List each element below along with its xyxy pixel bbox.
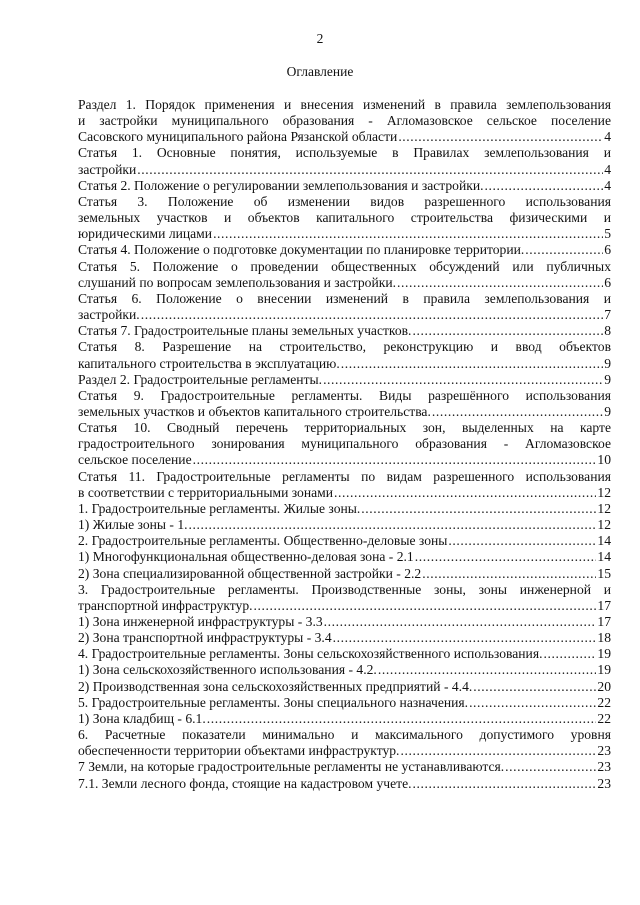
toc-entry-title: 5. Градостроительные регламенты. Зоны специального назначения. [78,694,469,710]
dot-leader [432,404,603,420]
dot-leader [254,598,597,614]
toc-entry[interactable] [78,323,611,339]
dot-leader [378,662,597,678]
toc-entry-page-number: 14 [597,533,611,549]
toc-entry-final-line [78,226,611,242]
toc-entry-page-number: 6 [604,242,611,258]
toc-entry-final-line [78,485,611,501]
toc-entry[interactable] [78,646,611,662]
toc-entry-title: 2) Зона специализированной общественной застройки - 2.2 [78,565,422,581]
toc-entry-final-line [78,549,611,565]
dot-leader [422,566,596,582]
toc-entry-page-number: 17 [597,597,611,613]
toc-entry-title: 2) Зона транспортной инфраструктуры - 3.4 [78,630,332,646]
toc-entry-page-number: 10 [597,452,611,468]
toc-entry[interactable] [78,259,611,291]
toc-entry-final-line [78,452,611,468]
toc-entry-page-number: 4 [604,177,611,193]
toc-entry-text-line: градостроительного зонирования муниципального образования - Агломазовское [78,436,611,452]
dot-leader [400,743,596,759]
toc-entry-final-line [78,501,611,517]
dot-leader [413,776,597,792]
toc-entry-title: обеспеченности территории объектами инфраструктур. [78,743,400,759]
toc-entry-page-number: 19 [597,662,611,678]
toc-entry-text-line: 3. Градостроительные регламенты. Производственные зоны, зоны инженерной и [78,581,611,597]
toc-entry[interactable] [78,630,611,646]
toc-entry-page-number: 9 [604,371,611,387]
toc-entry-page-number: 15 [597,565,611,581]
toc-entry-text-line: Статья 6. Положение о внесении изменений в правила землепользования и [78,290,611,306]
toc-entry-title: 1) Зона кладбищ - 6.1. [78,710,206,726]
toc-entry-text-line: Статья 5. Положение о проведении общественных обсуждений или публичных [78,258,611,274]
toc-entry-title: Статья 2. Положение о регулировании землепользования и застройки. [78,177,484,193]
toc-entry-page-number: 17 [597,614,611,629]
toc-entry[interactable] [78,145,611,177]
toc-entry-page-number: 19 [597,646,611,662]
toc-entry-text-line: Статья 9. Градостроительные регламенты. Виды разрешённого использования [78,387,611,403]
toc-entry[interactable] [78,194,611,242]
toc-entry-page-number: 6 [604,274,611,290]
toc-entry[interactable] [78,614,611,630]
toc-entry[interactable] [78,291,611,323]
toc-entry-final-line [78,129,611,145]
toc-entry-page-number: 8 [604,323,611,339]
toc-entry-final-line [78,679,611,695]
toc-entry-final-line [78,323,611,339]
table-of-contents [78,97,611,792]
toc-entry-page-number: 5 [604,226,611,242]
toc-entry-final-line [78,517,611,533]
toc-entry[interactable] [78,533,611,549]
toc-entry-final-line [78,372,611,388]
dot-leader [193,452,597,468]
toc-entry-text-line: и застройки муниципального образования - Агломазовское сельское поселение [78,113,611,129]
toc-entry-title: Раздел 2. Градостроительные регламенты. [78,371,323,387]
toc-entry-final-line [78,630,611,646]
toc-entry-title: слушаний по вопросам землепользования и застройки. [78,274,396,290]
toc-entry-final-line [78,662,611,678]
dot-leader [333,630,597,646]
toc-entry-title: 1. Градостроительные регламенты. Жилые зоны. [78,500,361,516]
toc-entry[interactable] [78,776,611,792]
toc-entry-final-line [78,307,611,323]
dot-leader [141,307,604,323]
dot-leader [469,695,596,711]
toc-entry-final-line [78,743,611,759]
toc-entry-title: 2. Градостроительные регламенты. Общественно-деловые зоны [78,533,448,549]
toc-entry-final-line [78,776,611,792]
dot-leader [323,372,603,388]
dot-leader [334,485,596,501]
toc-entry-final-line [78,356,611,372]
toc-entry-title: в соответствии с территориальными зонами [78,484,334,500]
toc-entry-page-number: 7 [604,307,611,323]
toc-entry-text-line: Статья 11. Градостроительные регламенты по видам разрешенного использования [78,468,611,484]
toc-entry-final-line [78,242,611,258]
toc-entry-page-number: 23 [597,775,611,791]
dot-leader [412,323,603,339]
toc-entry-title: 1) Зона сельскохозяйственного использования - 4.2. [78,662,377,678]
toc-entry-title: 2) Производственная зона сельскохозяйственных предприятий - 4.4. [78,678,473,694]
dot-leader [137,162,603,178]
toc-entry[interactable] [78,469,611,501]
toc-entry-final-line [78,404,611,420]
toc-entry-page-number: 14 [597,549,611,565]
toc-entry[interactable] [78,727,611,759]
page-number: 2 [316,31,324,46]
dot-leader [361,501,596,517]
toc-entry-title: Статья 4. Положение о подготовке документации по планировке территории. [78,242,525,258]
dot-leader [213,226,603,242]
toc-entry-text-line: Статья 8. Разрешение на строительство, реконструкцию и ввод объектов [78,339,611,355]
toc-entry-page-number: 4 [604,161,611,177]
toc-entry-final-line [78,566,611,582]
dot-leader [505,759,596,775]
toc-entry-title: юридическими лицами [78,226,213,242]
toc-entry[interactable] [78,759,611,775]
toc-entry-final-line [78,598,611,614]
toc-entry[interactable] [78,549,611,565]
toc-entry-final-line [78,275,611,291]
toc-entry-final-line [78,614,611,630]
dot-leader [397,275,603,291]
toc-entry-text-line: Раздел 1. Порядок применения и внесения изменений в правила землепользования [78,97,611,112]
toc-entry-title: Сасовского муниципального района Рязанской области [78,129,398,145]
dot-leader [473,679,596,695]
toc-entry[interactable] [78,178,611,194]
toc-entry[interactable] [78,695,611,711]
toc-entry-final-line [78,759,611,775]
toc-entry-title: застройки [78,161,137,177]
dot-leader [324,614,597,630]
toc-entry-page-number: 20 [597,678,611,694]
toc-entry-page-number: 18 [597,630,611,646]
toc-entry[interactable] [78,679,611,695]
dot-leader [448,533,596,549]
toc-entry-title: 1) Жилые зоны - 1. [78,517,188,533]
toc-entry[interactable] [78,566,611,582]
toc-entry[interactable] [78,242,611,258]
toc-entry-page-number: 22 [597,694,611,710]
toc-entry-title: земельных участков и объектов капитального строительства. [78,403,431,419]
toc-entry-text-line: земельных участков и объектов капитального строительства физическими и [78,210,611,226]
toc-entry-final-line [78,178,611,194]
toc-entry[interactable] [78,372,611,388]
dot-leader [485,178,604,194]
dot-leader [207,711,597,727]
dot-leader [189,517,597,533]
toc-entry-text-line: Статья 3. Положение об изменении видов разрешенного использования [78,193,611,209]
toc-entry[interactable] [78,711,611,727]
toc-entry[interactable] [78,582,611,614]
toc-entry-page-number: 23 [597,759,611,775]
toc-entry-text-line: Статья 1. Основные понятия, используемые в Правилах землепользования и [78,145,611,161]
toc-entry[interactable] [78,662,611,678]
toc-entry-title: 7.1. Земли лесного фонда, стоящие на кадастровом учете. [78,775,412,791]
toc-entry-final-line [78,695,611,711]
toc-entry[interactable] [78,501,611,517]
toc-entry-final-line [78,162,611,178]
toc-entry-final-line [78,646,611,662]
toc-entry[interactable] [78,339,611,371]
toc-entry[interactable] [78,517,611,533]
toc-entry-page-number: 12 [597,500,611,516]
toc-entry-page-number: 12 [597,484,611,500]
toc-entry-page-number: 4 [604,129,611,145]
toc-entry[interactable] [78,420,611,468]
toc-entry-page-number: 9 [604,403,611,419]
toc-entry-page-number: 12 [597,517,611,533]
toc-entry-page-number: 9 [604,355,611,371]
toc-entry-title: капитального строительства в эксплуатацию. [78,355,340,371]
toc-entry-text-line: Статья 10. Сводный перечень территориальных зон, выделенных на карте [78,420,611,436]
dot-leader [415,549,597,565]
toc-entry-final-line [78,711,611,727]
toc-entry-text-line: 6. Расчетные показатели минимально и максимального допустимого уровня [78,727,611,743]
toc-entry-page-number: 22 [597,710,611,726]
toc-entry-title: сельское поселение [78,452,192,468]
toc-entry-title: 1) Многофункциональная общественно-деловая зона - 2.1 [78,549,414,565]
dot-leader [525,242,603,258]
toc-entry-title: 1) Зона инженерной инфраструктуры - 3.3 [78,614,323,629]
toc-entry[interactable] [78,97,611,145]
dot-leader [341,356,603,372]
toc-title: Оглавление [286,64,354,79]
toc-entry-title: 7 Земли, на которые градостроительные регламенты не устанавливаются. [78,759,505,775]
toc-entry-page-number: 23 [597,743,611,759]
dot-leader [398,129,603,145]
toc-entry-title: транспортной инфраструктур. [78,597,253,613]
toc-entry[interactable] [78,388,611,420]
toc-entry-title: застройки. [78,307,140,323]
toc-entry-title: Статья 7. Градостроительные планы земельных участков. [78,323,412,339]
toc-entry-title: 4. Градостроительные регламенты. Зоны сельскохозяйственного использования. [78,646,543,662]
toc-entry-final-line [78,533,611,549]
dot-leader [543,646,596,662]
